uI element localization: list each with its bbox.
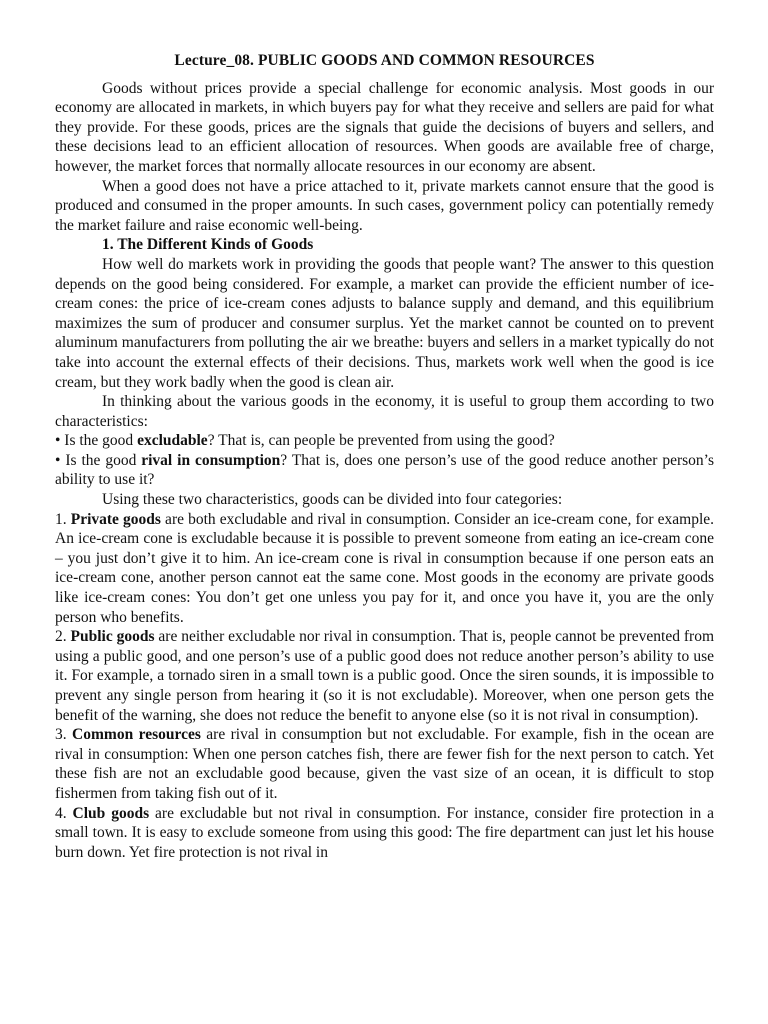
page-title: Lecture_08. PUBLIC GOODS AND COMMON RESOURCES: [174, 52, 595, 69]
term-excludable: excludable: [137, 432, 208, 450]
term-public-goods: Public goods: [70, 628, 155, 646]
category-public-goods: [55, 627, 714, 725]
item-text: are excludable but not rival in consumption. For instance, consider fire protection in a small town. It is easy to exclude someone from using this good: The fire department can just let his house burn down. Yet fire protection is not rival in: [55, 804, 714, 861]
item-text: are both excludable and rival in consumption. Consider an ice-cream cone, for example. An ice-cream cone is excludable because it is possible to prevent someone from eating an ice-cream cone – you just don’t give it to him. An ice-cream cone is rival in consumption because if one person eats an ice-cream cone, another person cannot eat the same cone. Most goods in the economy are private goods like ice-cream cones: You don’t get one unless you pay for it, and once you have it, you are the only person who benefits.: [55, 510, 715, 626]
item-text: are neither excludable nor rival in consumption. That is, people cannot be prevented from using a public good, and one person’s use of a public good does not reduce another person’s ability to use it. For example, a tornado siren in a small town is a public good. Once the siren sounds, it is impossible to prevent any single person from hearing it (so it is not excludable). Moreover, when one person gets the benefit of the warning, she does not reduce the benefit to anyone else (so it is not rival in consumption).: [55, 628, 715, 724]
bullet-rival: [55, 451, 714, 490]
term-club-goods: Club goods: [72, 804, 150, 822]
item-number: 2.: [55, 628, 71, 646]
bullet-text: ? That is, can people be prevented from using the good?: [207, 432, 555, 450]
item-number: 3.: [55, 726, 73, 744]
item-number: 4.: [55, 804, 73, 822]
term-rival: rival in consumption: [141, 451, 281, 469]
category-private-goods: [55, 510, 714, 628]
bullet-prefix: • Is the good: [55, 451, 142, 469]
section-paragraph-3: Using these two characteristics, goods can be divided into four categories:: [102, 491, 563, 509]
section-paragraph-2: In thinking about the various goods in the economy, it is useful to group them according to two characteristics:: [55, 393, 714, 430]
term-private-goods: Private goods: [70, 510, 161, 528]
bullet-excludable: [55, 431, 714, 451]
section-heading: 1. The Different Kinds of Goods: [102, 236, 314, 254]
item-number: 1.: [55, 510, 71, 528]
intro-paragraph-2: When a good does not have a price attached to it, private markets cannot ensure that the good is produced and consumed in the proper amounts. In such cases, government policy can potentially remedy the market failure and raise economic well-being.: [55, 177, 714, 234]
category-club-goods: [55, 804, 714, 863]
bullet-prefix: • Is the good: [55, 432, 138, 450]
section-paragraph-1: How well do markets work in providing the goods that people want? The answer to this question depends on the good being considered. For example, a market can provide the efficient number of ice-cream cones: the price of ice-cream cones adjusts to balance supply and demand, and this equilibrium maximizes the sum of producer and consumer surplus. Yet the market cannot be counted on to prevent aluminum manufacturers from polluting the air we breathe: buyers and sellers in a market typically do not take into account the external effects of their decisions. Thus, markets work well when the good is ice cream, but they work badly when the good is clean air.: [55, 255, 714, 391]
item-text: are rival in consumption but not excludable. For example, fish in the ocean are rival in consumption: When one person catches fish, there are fewer fish for the next person to catch. Yet these fish are not an excludable good because, given the vast size of an ocean, it is difficult to stop fishermen from taking fish out of it.: [55, 726, 714, 802]
term-common-resources: Common resources: [72, 726, 201, 744]
bullet-text: ? That is, does one person’s use of the good reduce another person’s ability to use it?: [55, 451, 714, 489]
intro-paragraph-1: Goods without prices provide a special challenge for economic analysis. Most goods in our economy are allocated in markets, in which buyers pay for what they receive and sellers are paid for what they provide. For these goods, prices are the signals that guide the decisions of buyers and sellers, and these decisions lead to an efficient allocation of resources. When goods are available free of charge, however, the market forces that normally allocate resources in our economy are absent.: [55, 79, 714, 175]
category-common-resources: [55, 725, 714, 803]
